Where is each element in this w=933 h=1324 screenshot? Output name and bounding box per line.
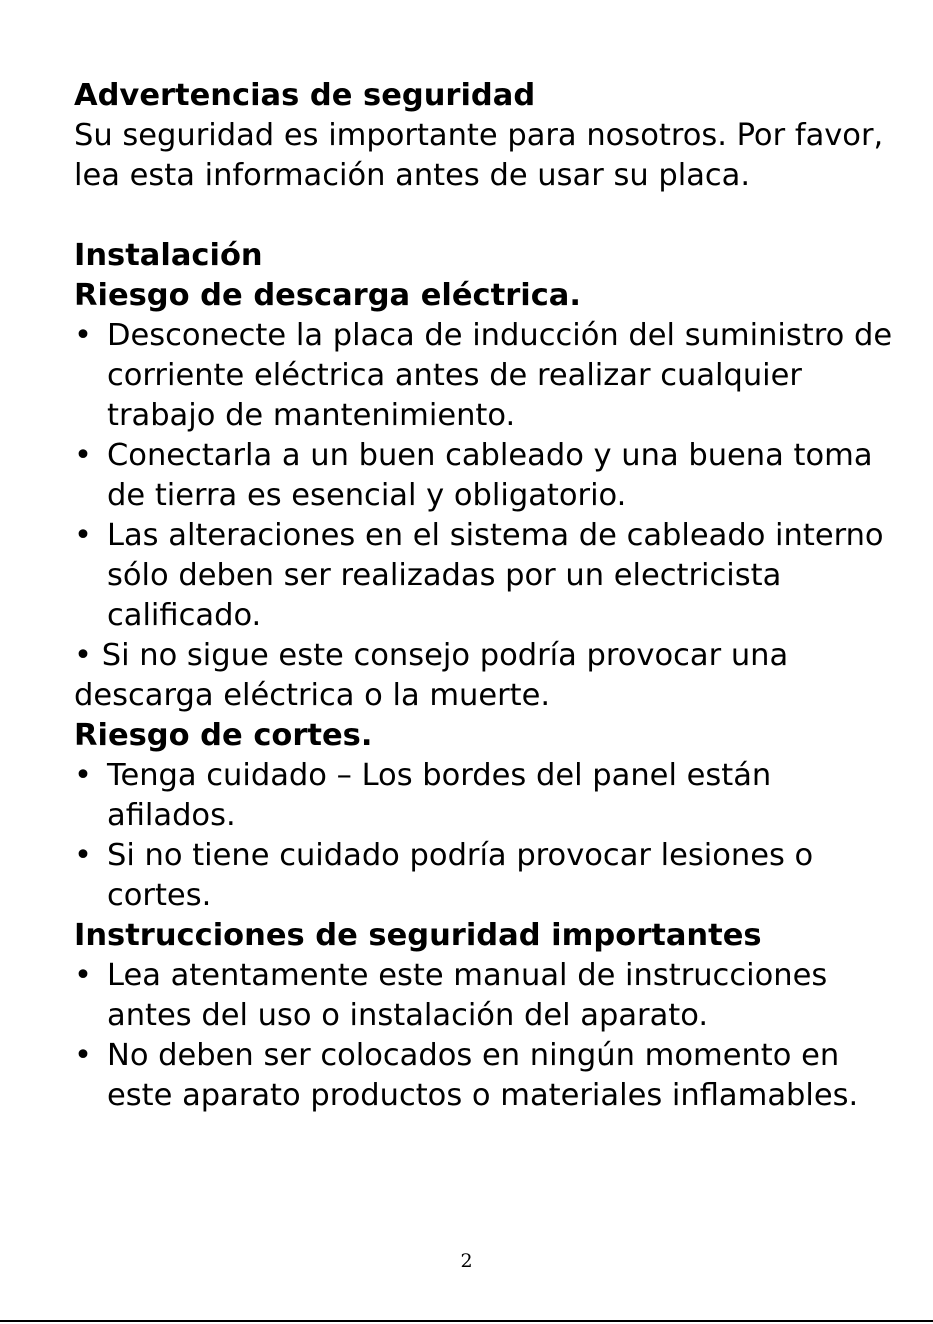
shock-list-item: • Si no sigue este consejo podría provocar una descarga eléctrica o la muerte.: [74, 638, 789, 713]
bullet-icon: •: [74, 638, 92, 673]
warnings-intro: Su seguridad es importante para nosotros. Por favor, lea esta información antes de usar su placa.: [74, 118, 884, 193]
bullet-icon: •: [74, 318, 92, 353]
cuts-risk-heading: Riesgo de cortes.: [74, 718, 373, 753]
warnings-heading: Advertencias de seguridad: [74, 78, 536, 113]
cuts-list-item: • Tenga cuidado – Los bordes del panel están afilados.: [74, 758, 772, 833]
bullet-icon: •: [74, 518, 92, 553]
shock-list-item: • Desconecte la placa de inducción del suministro de corriente eléctrica antes de realizar cualquier trabajo de mantenimiento.: [74, 318, 893, 433]
bullet-icon: •: [74, 958, 92, 993]
installation-heading: Instalación: [74, 238, 263, 273]
cuts-list-item: • Si no tiene cuidado podría provocar lesiones o cortes.: [74, 838, 814, 913]
bullet-icon: •: [74, 758, 92, 793]
bullet-icon: •: [74, 838, 92, 873]
instructions-list-item: • No deben ser colocados en ningún momento en este aparato productos o materiales inflamables.: [74, 1038, 859, 1113]
shock-list-item: • Conectarla a un buen cableado y una buena toma de tierra es esencial y obligatorio.: [74, 438, 873, 513]
bullet-icon: •: [74, 1038, 92, 1073]
document-body: [74, 76, 894, 1116]
bullet-icon: •: [74, 438, 92, 473]
shock-list-item: • Las alteraciones en el sistema de cableado interno sólo deben ser realizadas por un electricista calificado.: [74, 518, 884, 633]
safety-instructions-heading: Instrucciones de seguridad importantes: [74, 918, 762, 953]
instructions-list-item: • Lea atentamente este manual de instrucciones antes del uso o instalación del aparato.: [74, 958, 828, 1033]
section-gap: [74, 196, 894, 236]
shock-risk-heading: Riesgo de descarga eléctrica.: [74, 278, 581, 313]
page-number: 2: [460, 1250, 473, 1272]
page-bottom-rule: [0, 1320, 933, 1322]
